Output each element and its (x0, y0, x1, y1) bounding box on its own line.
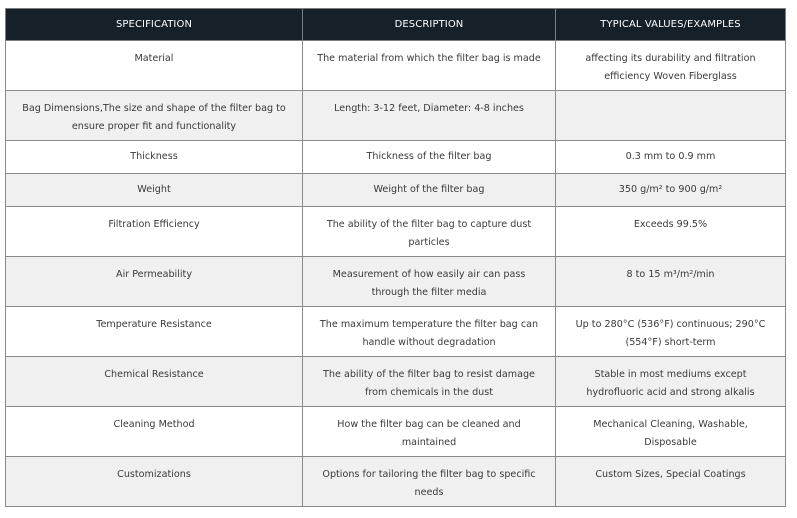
cell-typical-value: Up to 280°C (536°F) continuous; 290°C (554°F) short-term (556, 307, 786, 357)
table-row (6, 41, 786, 91)
cell-specification: Chemical Resistance (6, 357, 303, 407)
table-row (6, 457, 786, 507)
cell-specification: Weight (6, 174, 303, 207)
cell-typical-value: Custom Sizes, Special Coatings (556, 457, 786, 507)
cell-description: The ability of the filter bag to capture dust particles (303, 207, 556, 257)
cell-description: The material from which the filter bag is made (303, 41, 556, 91)
table-row (6, 91, 786, 141)
table-row (6, 307, 786, 357)
table-row (6, 257, 786, 307)
header-description: DESCRIPTION (303, 9, 556, 41)
cell-typical-value (556, 91, 786, 141)
cell-description: How the filter bag can be cleaned and maintained (303, 407, 556, 457)
cell-typical-value: Exceeds 99.5% (556, 207, 786, 257)
cell-specification: Cleaning Method (6, 407, 303, 457)
cell-description: Options for tailoring the filter bag to specific needs (303, 457, 556, 507)
cell-description: Length: 3-12 feet, Diameter: 4-8 inches (303, 91, 556, 141)
cell-specification: Thickness (6, 141, 303, 174)
table-row (6, 207, 786, 257)
header-typical-values: TYPICAL VALUES/EXAMPLES (556, 9, 786, 41)
table-row (6, 357, 786, 407)
table-row (6, 174, 786, 207)
specification-table (5, 8, 786, 507)
cell-typical-value: Stable in most mediums except hydrofluoric acid and strong alkalis (556, 357, 786, 407)
cell-typical-value: 8 to 15 m³/m²/min (556, 257, 786, 307)
cell-specification: Bag Dimensions,The size and shape of the filter bag to ensure proper fit and functionality (6, 91, 303, 141)
cell-specification: Customizations (6, 457, 303, 507)
cell-typical-value: Mechanical Cleaning, Washable, Disposable (556, 407, 786, 457)
cell-specification: Filtration Efficiency (6, 207, 303, 257)
cell-specification: Air Permeability (6, 257, 303, 307)
cell-typical-value: affecting its durability and filtration efficiency Woven Fiberglass (556, 41, 786, 91)
table-row (6, 407, 786, 457)
cell-description: Measurement of how easily air can pass through the filter media (303, 257, 556, 307)
cell-typical-value: 0.3 mm to 0.9 mm (556, 141, 786, 174)
cell-description: The ability of the filter bag to resist damage from chemicals in the dust (303, 357, 556, 407)
table-row (6, 141, 786, 174)
cell-specification: Material (6, 41, 303, 91)
cell-description: Weight of the filter bag (303, 174, 556, 207)
cell-description: Thickness of the filter bag (303, 141, 556, 174)
table-header-row (6, 9, 786, 41)
cell-specification: Temperature Resistance (6, 307, 303, 357)
cell-typical-value: 350 g/m² to 900 g/m² (556, 174, 786, 207)
cell-description: The maximum temperature the filter bag can handle without degradation (303, 307, 556, 357)
header-specification: SPECIFICATION (6, 9, 303, 41)
